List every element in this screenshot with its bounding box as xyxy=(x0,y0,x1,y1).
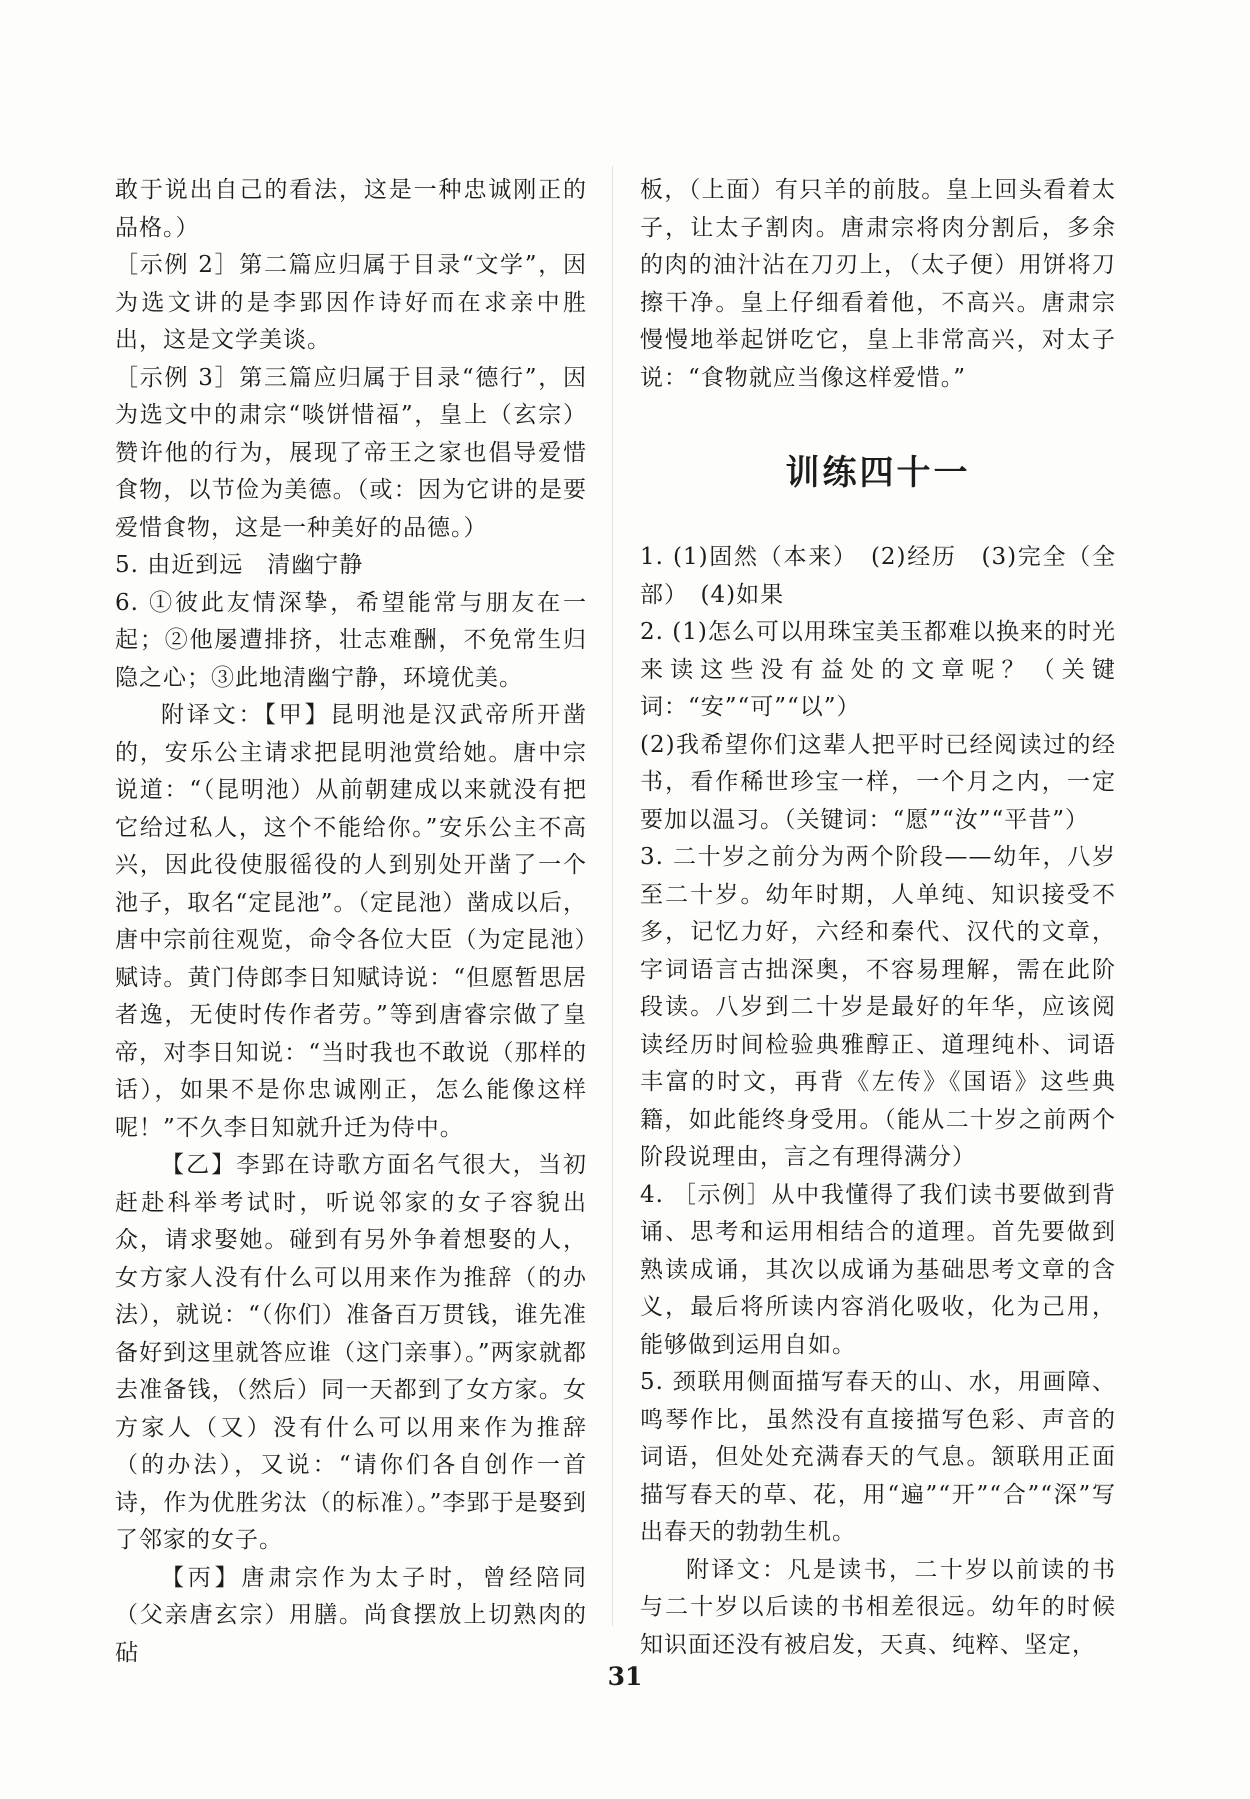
column-divider xyxy=(612,166,613,1626)
right-column xyxy=(640,172,1116,1664)
paragraph: 附译文：【甲】昆明池是汉武帝所开凿的，安乐公主请求把昆明池赏给她。唐中宗说道：“（昆明池）从前朝建成以来就没有把它给过私人，这个不能给你。”安乐公主不高兴，因此役使服徭役的人到别处开凿了一个池子，取名“定昆池”。（定昆池）凿成以后，唐中宗前往观览，命令各位大臣（为定昆池）赋诗。黄门侍郎李日知赋诗说：“但愿暂思居者逸，无使时传作者劳。”等到唐睿宗做了皇帝，对李日知说：“当时我也不敢说（那样的话），如果不是你忠诚刚正，怎么能像这样呢！”不久李日知就升迁为侍中。 xyxy=(115,702,587,1141)
paragraph: 1. (1)固然（本来） (2)经历 (3)完全（全部） (4)如果 xyxy=(640,544,1116,608)
paragraph: (2)我希望你们这辈人把平时已经阅读过的经书，看作稀世珍宝一样，一个月之内，一定要加以温习。（关键词：“愿”“汝”“平昔”） xyxy=(640,731,1116,833)
paragraph: 5. 颈联用侧面描写春天的山、水，用画障、鸣琴作比，虽然没有直接描写色彩、声音的词语，但处处充满春天的气息。颔联用正面描写春天的草、花，用“遍”“开”“合”“深”写出春天的勃勃生机。 xyxy=(640,1369,1116,1545)
paragraph: 敢于说出自己的看法，这是一种忠诚刚正的品格。） xyxy=(115,177,587,241)
paragraph: 【丙】唐肃宗作为太子时，曾经陪同（父亲唐玄宗）用膳。尚食摆放上切熟肉的砧 xyxy=(115,1564,587,1666)
right-column-bottom xyxy=(640,539,1116,1664)
paragraph: 3. 二十岁之前分为两个阶段——幼年，八岁至二十岁。幼年时期，人单纯、知识接受不多，记忆力好，六经和秦代、汉代的文章，字词语言古拙深奥，不容易理解，需在此阶段读。八岁到二十岁是最好的年华，应该阅读经历时间检验典雅醇正、道理纯朴、词语丰富的时文，再背《左传》《国语》这些典籍，如此能终身受用。（能从二十岁之前两个阶段说理由，言之有理得满分） xyxy=(640,844,1116,1170)
section-title: 训练四十一 xyxy=(785,453,971,493)
paragraph: 2. (1)怎么可以用珠宝美玉都难以换来的时光来读这些没有益处的文章呢？（关键词：“安”“可”“以”） xyxy=(640,619,1116,720)
paragraph: 6. ①彼此友情深挚，希望能常与朋友在一起；②他屡遭排挤，壮志难酬，不免常生归隐之心；③此地清幽宁静，环境优美。 xyxy=(115,589,587,691)
paragraph: 【乙】李郢在诗歌方面名气很大，当初赶赴科举考试时，听说邻家的女子容貌出众，请求娶她。碰到有另外争着想娶的人，女方家人没有什么可以用来作为推辞（的办法），就说：“（你们）准备百万贯钱，谁先准备好到这里就答应谁（这门亲事）。”两家就都去准备钱，（然后）同一天都到了女方家。女方家人（又）没有什么可以用来作为推辞（的办法），又说：“请你们各自创作一首诗，作为优胜劣汰（的标准）。”李郢于是娶到了邻家的女子。 xyxy=(115,1152,587,1553)
left-column xyxy=(115,172,587,1672)
right-column-top xyxy=(640,172,1116,397)
paragraph: 板，（上面）有只羊的前肢。皇上回头看着太子，让太子割肉。唐肃宗将肉分割后，多余的肉的油汁沾在刀刃上，（太子便）用饼将刀擦干净。皇上仔细看着他，不高兴。唐肃宗慢慢地举起饼吃它，皇上非常高兴，对太子说：“食物就应当像这样爱惜。” xyxy=(640,177,1116,391)
paragraph: 附译文：凡是读书，二十岁以前读的书与二十岁以后读的书相差很远。幼年的时候知识面还没有被启发，天真、纯粹、坚定， xyxy=(640,1556,1116,1658)
paragraph: ［示例 2］第二篇应归属于目录“文学”，因为选文讲的是李郢因作诗好而在求亲中胜出，这是文学美谈。 xyxy=(115,252,587,353)
paragraph: 4. ［示例］从中我懂得了我们读书要做到背诵、思考和运用相结合的道理。首先要做到熟读成诵，其次以成诵为基础思考文章的含义，最后将所读内容消化吸收，化为己用，能够做到运用自如。 xyxy=(640,1181,1116,1358)
paragraph: ［示例 3］第三篇应归属于目录“德行”，因为选文中的肃宗“啖饼惜福”，皇上（玄宗）赞许他的行为，展现了帝王之家也倡导爱惜食物，以节俭为美德。（或：因为它讲的是要爱惜食物，这是一种美好的品德。） xyxy=(115,364,587,541)
page-number: 31 xyxy=(607,1662,643,1691)
paragraph: 5. 由近到远 清幽宁静 xyxy=(115,552,364,578)
